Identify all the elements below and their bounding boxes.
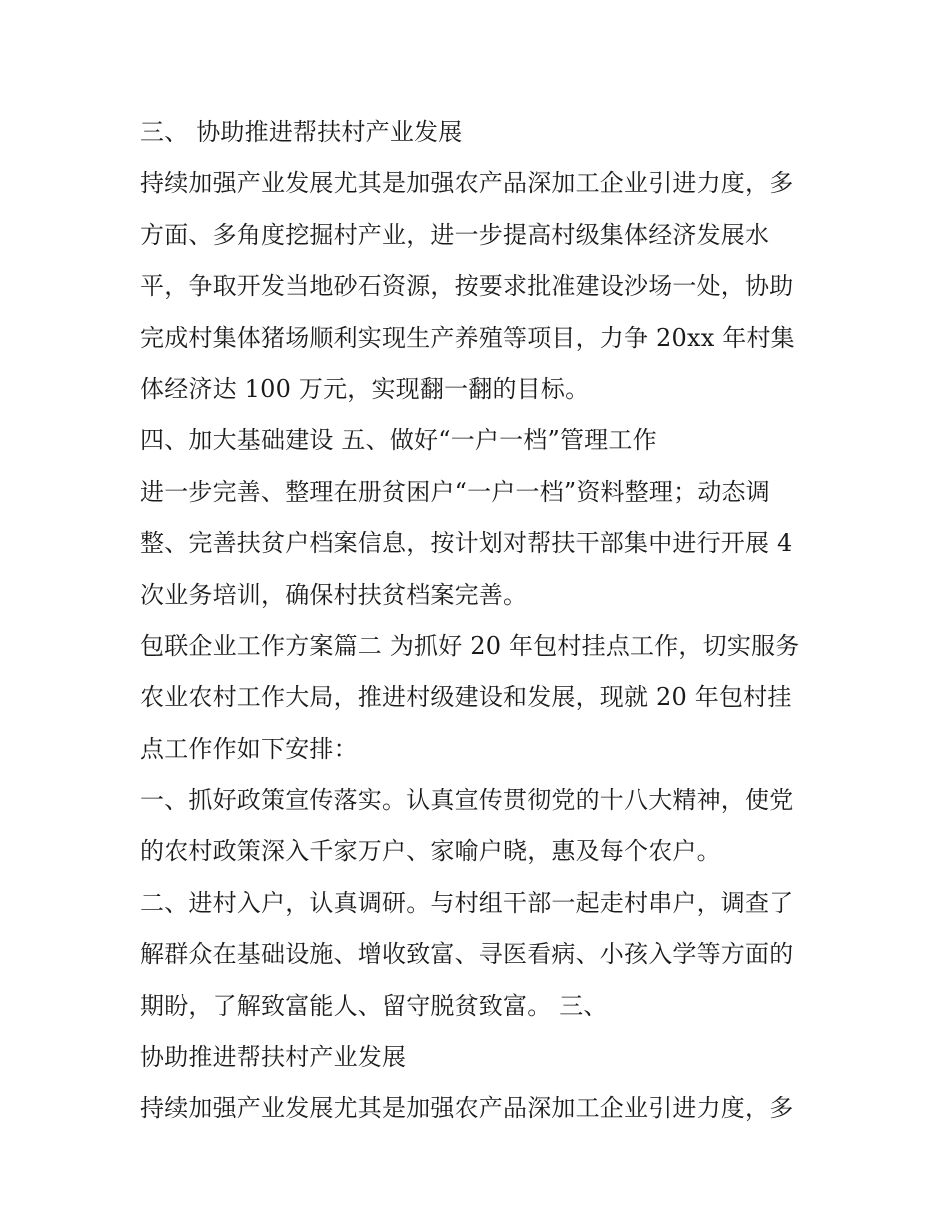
text-line: 期盼，了解致富能人、留守脱贫致富。 三、 [140, 991, 608, 1020]
text-line: 持续加强产业发展尤其是加强农产品深加工企业引进力度，多 [140, 169, 794, 198]
document-body [140, 107, 820, 1135]
text-line: 的农村政策深入千家万户、家喻户晓，惠及每个农户。 [140, 837, 721, 866]
text-line: 持续加强产业发展尤其是加强农产品深加工企业引进力度，多 [140, 1094, 794, 1123]
text-line: 平，争取开发当地砂石资源，按要求批准建设沙场一处，协助 [140, 272, 794, 301]
text-line: 进一步完善、整理在册贫困户“一户一档”资料整理；动态调 [140, 477, 770, 506]
text-line-section-heading: 四、加大基础建设 五、做好“一户一档”管理工作 [140, 426, 657, 455]
text-line: 体经济达 100 万元，实现翻一翻的目标。 [140, 374, 590, 403]
text-line-section-heading: 协助推进帮扶村产业发展 [140, 1043, 407, 1072]
text-line: 一、抓好政策宣传落实。认真宣传贯彻党的十八大精神，使党 [140, 786, 794, 815]
text-line: 二、进村入户，认真调研。与村组干部一起走村串户，调查了 [140, 888, 794, 917]
text-line: 完成村集体猪场顺利实现生产养殖等项目，力争 20xx 年村集 [140, 323, 795, 352]
text-line: 整、完善扶贫户档案信息，按计划对帮扶干部集中进行开展 4 [140, 529, 793, 558]
text-line: 方面、多角度挖掘村产业，进一步提高村级集体经济发展水 [140, 220, 770, 249]
text-line: 包联企业工作方案篇二 为抓好 20 年包村挂点工作，切实服务 [140, 631, 800, 660]
text-line: 解群众在基础设施、增收致富、寻医看病、小孩入学等方面的 [140, 940, 794, 969]
text-line: 农业农村工作大局，推进村级建设和发展，现就 20 年包村挂 [140, 683, 792, 712]
text-line: 次业务培训，确保村扶贫档案完善。 [140, 580, 528, 609]
text-line: 点工作作如下安排： [140, 734, 358, 763]
text-line-section-heading: 三、 协助推进帮扶村产业发展 [140, 118, 463, 146]
